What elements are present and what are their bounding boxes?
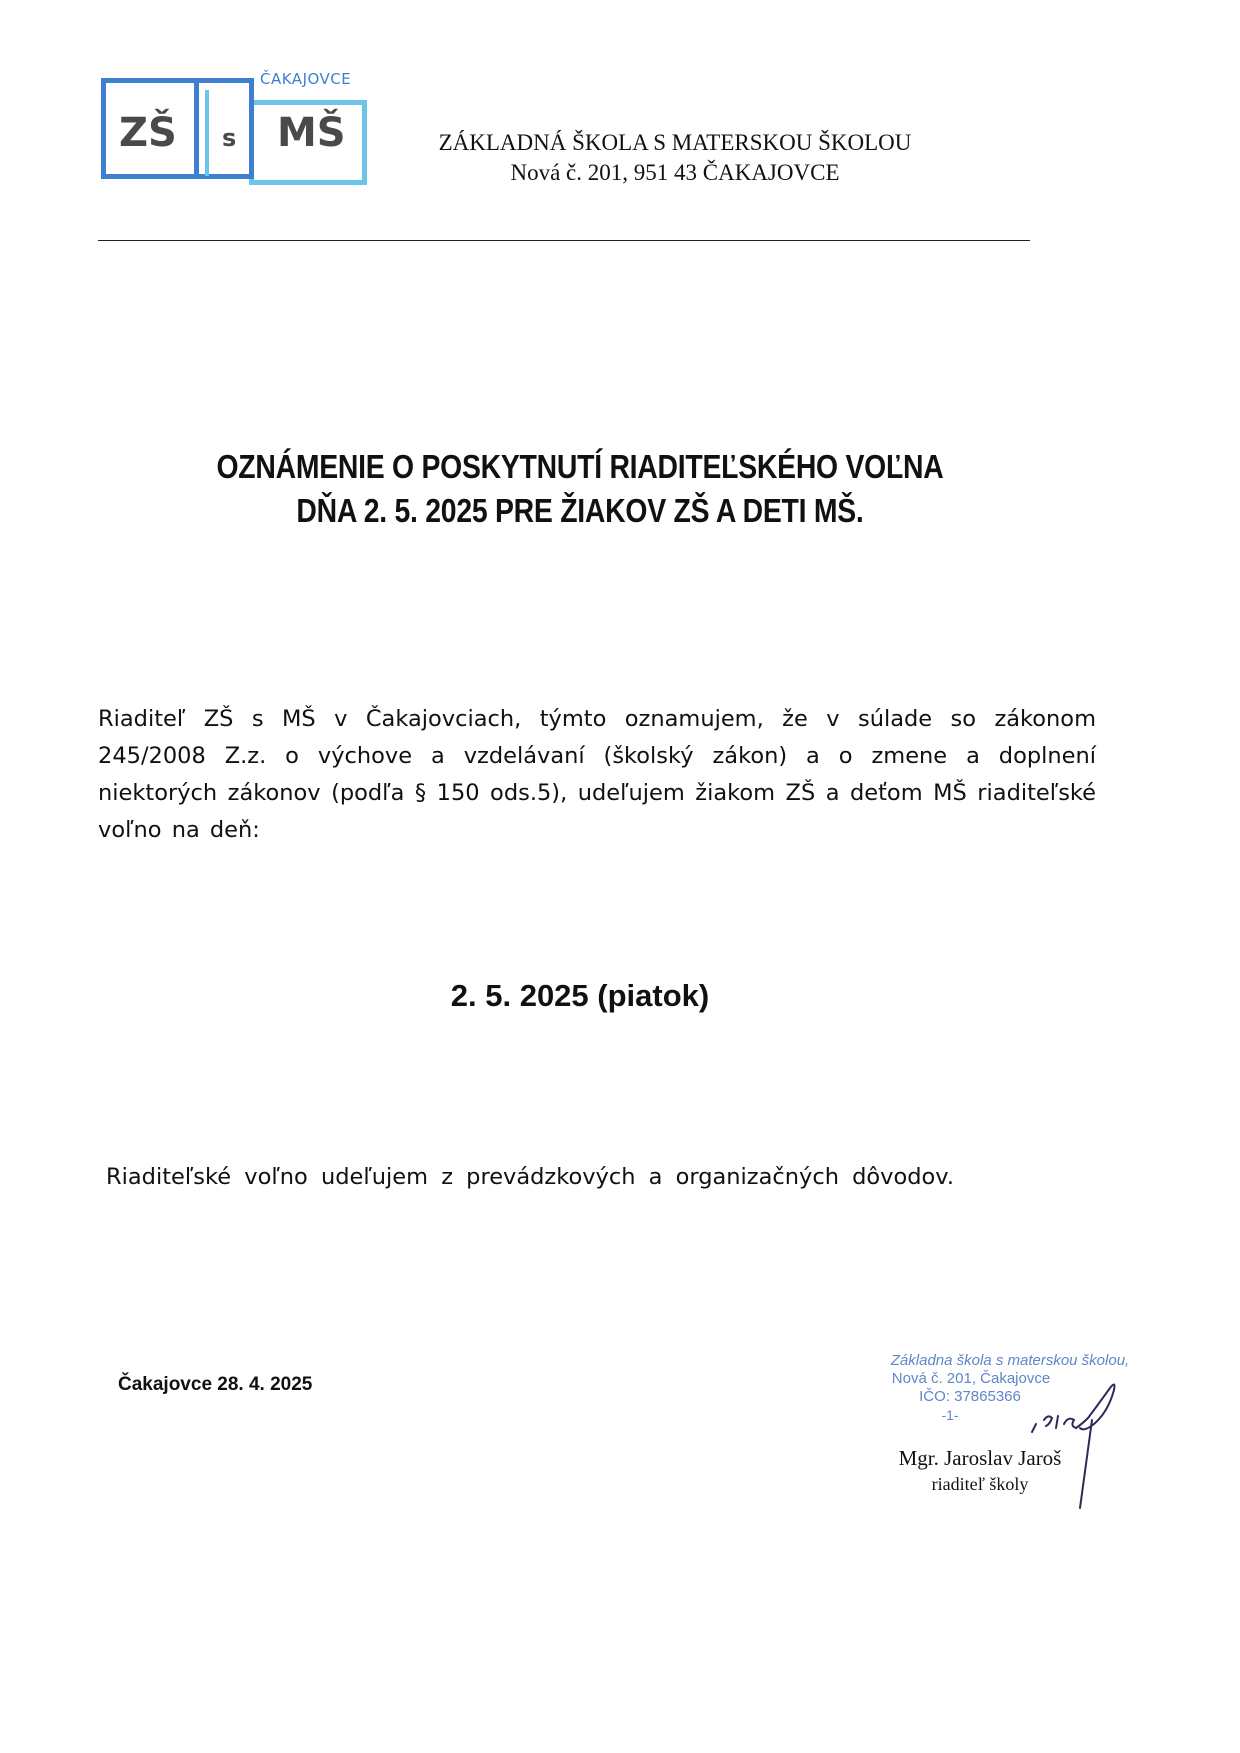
logo-divider [249, 78, 254, 179]
stamp-line-2: Nová č. 201, Čakajovce [891, 1370, 1051, 1387]
school-header [410, 128, 940, 188]
stamp-line-1: Základna škola s materskou školou, [890, 1352, 1130, 1369]
holiday-date: 2. 5. 2025 (piatok) [450, 978, 710, 1013]
signer-role: riaditeľ školy [931, 1474, 1029, 1494]
title-line-1: OZNÁMENIE O POSKYTNUTÍ RIADITEĽSKÉHO VOĽNA [216, 448, 944, 485]
logo-ms: MŠ [277, 110, 346, 156]
place-and-date: Čakajovce 28. 4. 2025 [118, 1374, 313, 1395]
signer-name: Mgr. Jaroslav Jaroš [898, 1446, 1062, 1470]
school-name: ZÁKLADNÁ ŠKOLA S MATERSKOU ŠKOLOU [438, 130, 912, 155]
signer-block [870, 1445, 1090, 1497]
announcement-paragraph: Riaditeľ ZŠ s MŠ v Čakajovciach, týmto oznamujem, že v súlade so zákonom 245/2008 Z.z. o výchove a vzdelávaní (školský zákon) a o zmene a doplnení niektorých zákonov (podľa § 150 ods.5), udeľujem žiakom ZŠ a deťom MŠ riaditeľské voľno na deň: [98, 706, 1096, 843]
header-rule [98, 240, 1030, 241]
school-address: Nová č. 201, 951 43 ČAKAJOVCE [510, 160, 840, 185]
school-logo [101, 70, 369, 188]
logo-place: ČAKAJOVCE [260, 70, 352, 88]
stamp-line-3: IČO: 37865366 [919, 1388, 1021, 1405]
document-title [184, 445, 975, 533]
logo-s: s [222, 124, 237, 152]
title-line-2: DŇA 2. 5. 2025 PRE ŽIAKOV ZŠ A DETI MŠ. [296, 492, 864, 529]
logo-zs: ZŠ [119, 110, 177, 156]
stamp-line-4: -1- [941, 1407, 959, 1423]
reason-text: Riaditeľské voľno udeľujem z prevádzkových a organizačných dôvodov. [106, 1164, 955, 1190]
logo-divider [205, 90, 209, 176]
